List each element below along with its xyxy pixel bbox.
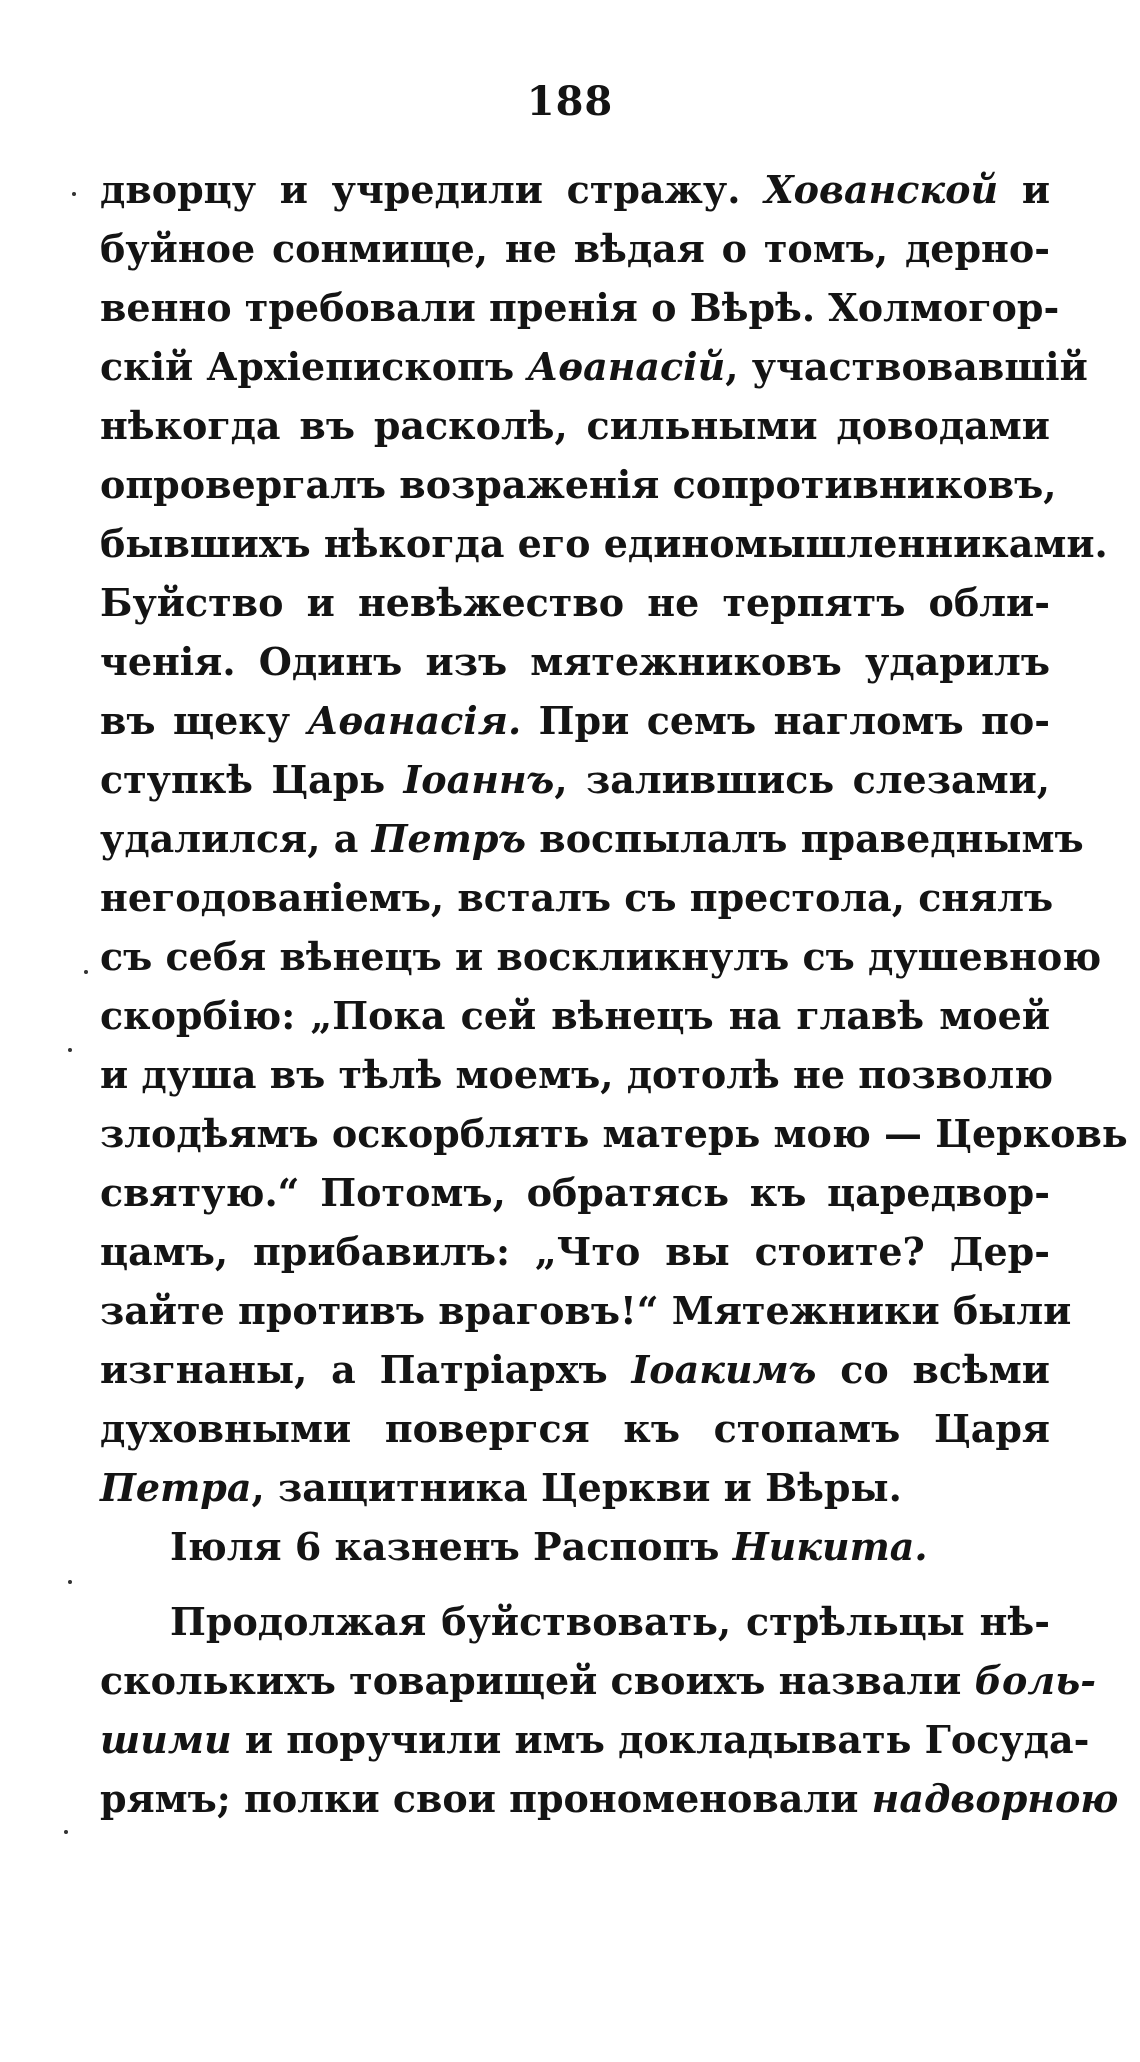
page-body-text — [100, 160, 1128, 1828]
text-segment: ченія. Одинъ изъ мятежниковъ ударилъ — [100, 639, 1050, 684]
text-segment: , участвовавшій — [725, 344, 1088, 389]
print-speck — [68, 1580, 72, 1584]
text-segment: , защитника Церкви и Вѣры. — [251, 1465, 902, 1510]
text-segment: сколькихъ товарищей своихъ назвали — [100, 1658, 975, 1703]
text-segment: рямъ; полки свои прономеновали — [100, 1776, 872, 1821]
text-line — [100, 1651, 1097, 1710]
text-segment: ступкѣ Царь — [100, 757, 404, 802]
text-line — [100, 1769, 1119, 1828]
italic-text-segment: Іоакимъ — [631, 1347, 817, 1392]
text-segment: нѣкогда въ расколѣ, сильными доводами — [100, 403, 1050, 448]
text-line — [100, 1281, 1072, 1340]
text-segment: изгнаны, а Патріархъ — [100, 1347, 632, 1392]
text-segment: злодѣямъ оскорблять матерь мою — Церковь — [100, 1111, 1128, 1156]
text-segment: скій Архіепископъ — [100, 344, 528, 389]
text-line — [100, 1592, 1050, 1651]
italic-text-segment: Петра — [100, 1465, 252, 1510]
text-line — [100, 1222, 1050, 1281]
text-line — [100, 573, 1050, 632]
text-line — [100, 160, 1050, 219]
text-segment: и — [998, 167, 1051, 212]
text-segment: удалился, а — [100, 816, 372, 861]
italic-text-segment: надворною — [871, 1776, 1119, 1821]
text-segment: съ себя вѣнецъ и воскликнулъ съ душевною — [100, 934, 1102, 979]
text-line — [100, 1104, 1128, 1163]
text-segment: цамъ, прибавилъ: „Что вы стоите? Дер- — [100, 1229, 1050, 1274]
text-line — [100, 1045, 1054, 1104]
italic-text-segment: Петръ — [371, 816, 527, 861]
italic-text-segment: Аѳанасія. — [307, 698, 522, 743]
text-segment: буйное сонмище, не вѣдая о томъ, дерно- — [100, 226, 1050, 271]
text-line — [100, 750, 1050, 809]
text-segment: При семъ нагломъ по- — [521, 698, 1051, 743]
text-segment: негодованіемъ, вcталъ съ престола, снялъ — [100, 875, 1054, 920]
text-line — [100, 986, 1050, 1045]
text-line — [100, 1458, 1050, 1517]
text-line — [100, 219, 1050, 278]
text-line — [100, 396, 1050, 455]
text-segment: дворцу и учредили стражу. — [100, 167, 765, 212]
italic-text-segment: Аѳанасій — [527, 344, 726, 389]
page-number: 188 — [526, 78, 614, 125]
text-segment: воспылалъ праведнымъ — [526, 816, 1084, 861]
text-line — [100, 278, 1060, 337]
print-speck — [72, 192, 76, 196]
text-segment: венно требовали пренія о Вѣрѣ. Холмогор- — [100, 285, 1060, 330]
text-line — [100, 337, 1088, 396]
italic-text-segment: шими — [100, 1717, 232, 1762]
print-speck — [68, 1048, 72, 1052]
text-line — [100, 1340, 1050, 1399]
text-segment: Іюля 6 казненъ Распопъ — [170, 1524, 733, 1569]
text-segment: и душа въ тѣлѣ моемъ, дотолѣ не позволю — [100, 1052, 1054, 1097]
text-segment: Продолжая буйствовать, стрѣльцы нѣ- — [170, 1599, 1050, 1644]
print-speck — [64, 1830, 68, 1834]
text-line — [100, 1710, 1090, 1769]
italic-text-segment: боль- — [974, 1658, 1097, 1703]
text-segment: , залившись слезами, — [554, 757, 1050, 802]
text-segment: со всѣми — [816, 1347, 1050, 1392]
text-segment: зайте противъ враговъ!“ Мятежники были — [100, 1288, 1072, 1333]
text-line — [100, 809, 1084, 868]
text-segment: бывшихъ нѣкогда его единомышленниками. — [100, 521, 1108, 566]
text-segment: святую.“ Потомъ, обратясь къ царедвор- — [100, 1170, 1050, 1215]
text-segment: въ щеку — [100, 698, 308, 743]
italic-text-segment: Хованской — [764, 167, 999, 212]
italic-text-segment: Никита. — [732, 1524, 928, 1569]
text-segment: Буйство и невѣжество не терпятъ обли- — [100, 580, 1050, 625]
italic-text-segment: Іоаннъ — [403, 757, 555, 802]
text-line — [100, 514, 1108, 573]
text-line — [100, 455, 1057, 514]
print-speck — [84, 970, 88, 974]
text-line — [100, 1163, 1050, 1222]
text-segment: и поручили имъ докладывать Госуда- — [231, 1717, 1090, 1762]
text-segment: опровергалъ возраженія сопротивниковъ, — [100, 462, 1057, 507]
text-line — [100, 868, 1054, 927]
text-line — [100, 1399, 1050, 1458]
text-segment: духовными повергся къ стопамъ Царя — [100, 1406, 1050, 1451]
text-segment: скорбію: „Пока сей вѣнецъ на главѣ моей — [100, 993, 1050, 1038]
text-line — [100, 1517, 1050, 1576]
text-line — [100, 632, 1050, 691]
text-line — [100, 927, 1102, 986]
text-line — [100, 691, 1050, 750]
